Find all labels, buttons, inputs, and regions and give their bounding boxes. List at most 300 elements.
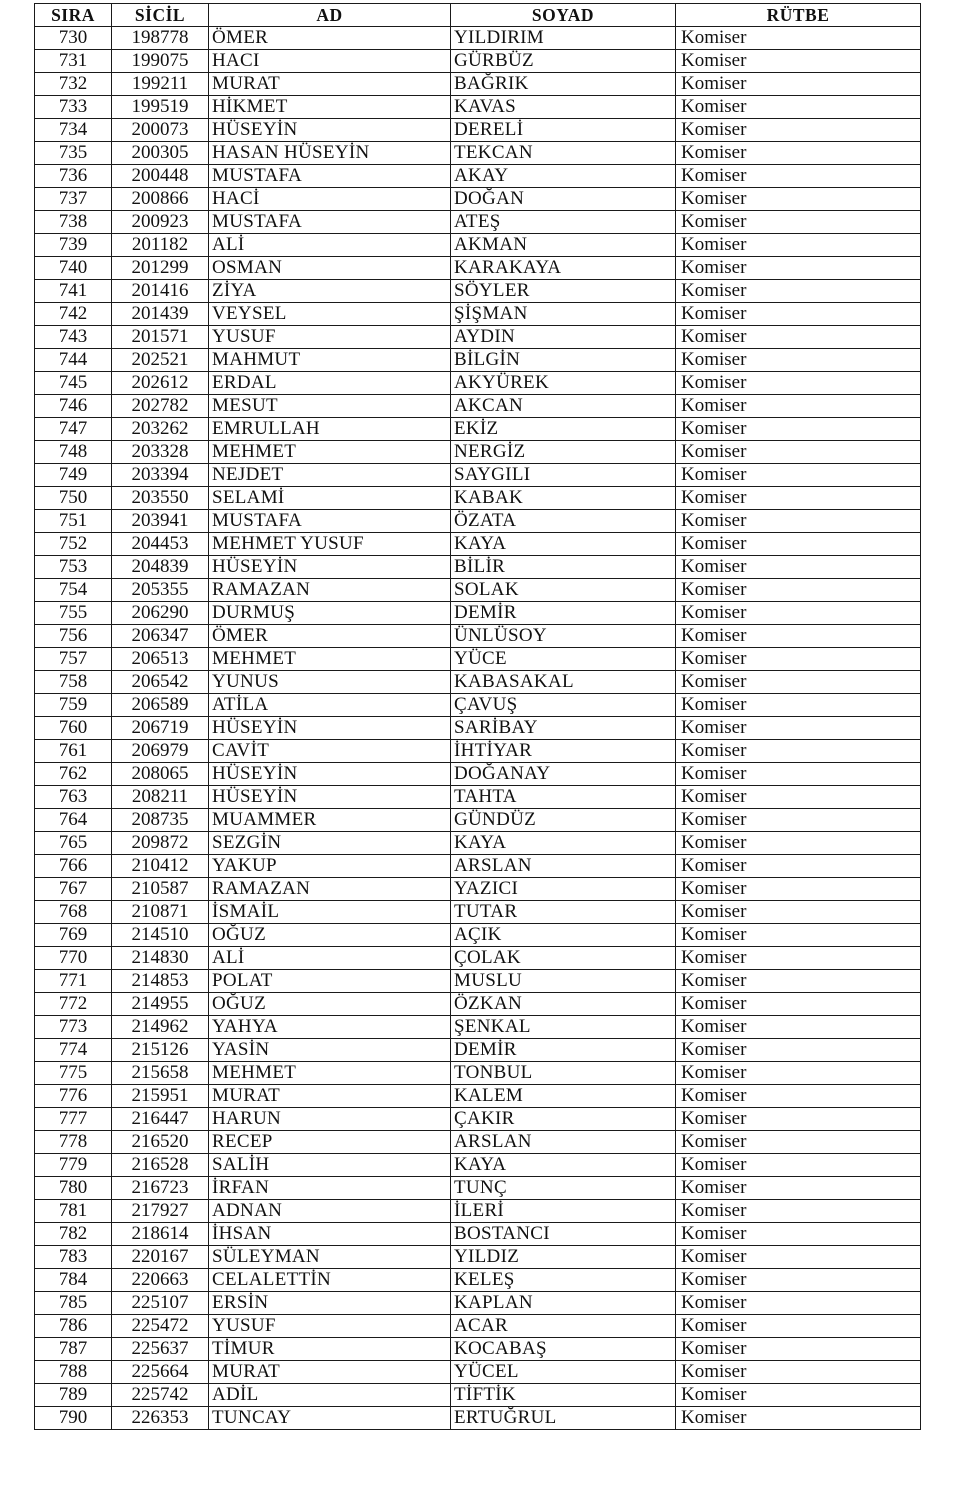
cell-ad: CELALETTİN — [209, 1269, 451, 1292]
cell-sira: 763 — [35, 786, 112, 809]
cell-soyad: DERELİ — [451, 119, 676, 142]
cell-sira: 767 — [35, 878, 112, 901]
cell-soyad: YÜCE — [451, 648, 676, 671]
cell-ad: HASAN HÜSEYİN — [209, 142, 451, 165]
cell-sira: 788 — [35, 1361, 112, 1384]
cell-ad: OĞUZ — [209, 924, 451, 947]
cell-rutbe: Komiser — [676, 257, 921, 280]
cell-soyad: İHTİYAR — [451, 740, 676, 763]
cell-sicil: 200073 — [112, 119, 209, 142]
table-row — [35, 924, 921, 947]
cell-ad: ZİYA — [209, 280, 451, 303]
table-row — [35, 1154, 921, 1177]
cell-rutbe: Komiser — [676, 1062, 921, 1085]
cell-rutbe: Komiser — [676, 234, 921, 257]
cell-sicil: 201571 — [112, 326, 209, 349]
cell-ad: SÜLEYMAN — [209, 1246, 451, 1269]
cell-rutbe: Komiser — [676, 556, 921, 579]
table-row — [35, 579, 921, 602]
cell-ad: CAVİT — [209, 740, 451, 763]
cell-soyad: KABASAKAL — [451, 671, 676, 694]
cell-sira: 782 — [35, 1223, 112, 1246]
cell-sicil: 204453 — [112, 533, 209, 556]
header-sicil: SİCİL — [112, 4, 209, 27]
cell-soyad: SARİBAY — [451, 717, 676, 740]
cell-sicil: 203328 — [112, 441, 209, 464]
cell-soyad: DOĞANAY — [451, 763, 676, 786]
cell-rutbe: Komiser — [676, 1292, 921, 1315]
cell-sira: 756 — [35, 625, 112, 648]
cell-sicil: 199211 — [112, 73, 209, 96]
cell-sira: 731 — [35, 50, 112, 73]
cell-soyad: ÇOLAK — [451, 947, 676, 970]
cell-sicil: 218614 — [112, 1223, 209, 1246]
table-row — [35, 970, 921, 993]
cell-sicil: 214510 — [112, 924, 209, 947]
table-row — [35, 441, 921, 464]
cell-sira: 771 — [35, 970, 112, 993]
cell-sicil: 208211 — [112, 786, 209, 809]
cell-sira: 760 — [35, 717, 112, 740]
cell-sicil: 215126 — [112, 1039, 209, 1062]
table-row — [35, 1108, 921, 1131]
cell-sicil: 208065 — [112, 763, 209, 786]
cell-soyad: ŞİŞMAN — [451, 303, 676, 326]
table-row — [35, 717, 921, 740]
cell-rutbe: Komiser — [676, 372, 921, 395]
cell-sira: 734 — [35, 119, 112, 142]
cell-soyad: ARSLAN — [451, 855, 676, 878]
cell-ad: RAMAZAN — [209, 878, 451, 901]
cell-sira: 778 — [35, 1131, 112, 1154]
cell-sira: 749 — [35, 464, 112, 487]
cell-sicil: 200448 — [112, 165, 209, 188]
cell-sira: 755 — [35, 602, 112, 625]
cell-soyad: AKCAN — [451, 395, 676, 418]
cell-sira: 753 — [35, 556, 112, 579]
cell-sicil: 202521 — [112, 349, 209, 372]
cell-sicil: 201416 — [112, 280, 209, 303]
cell-ad: MUSTAFA — [209, 211, 451, 234]
cell-ad: ÖMER — [209, 27, 451, 50]
cell-sicil: 201299 — [112, 257, 209, 280]
cell-sira: 748 — [35, 441, 112, 464]
table-row — [35, 1315, 921, 1338]
cell-soyad: ÇAVUŞ — [451, 694, 676, 717]
cell-sira: 761 — [35, 740, 112, 763]
cell-rutbe: Komiser — [676, 763, 921, 786]
cell-ad: HACİ — [209, 188, 451, 211]
cell-sicil: 210412 — [112, 855, 209, 878]
table-row — [35, 1223, 921, 1246]
cell-sicil: 201182 — [112, 234, 209, 257]
cell-ad: POLAT — [209, 970, 451, 993]
table-row — [35, 142, 921, 165]
cell-rutbe: Komiser — [676, 395, 921, 418]
table-row — [35, 694, 921, 717]
cell-rutbe: Komiser — [676, 1108, 921, 1131]
cell-soyad: ERTUĞRUL — [451, 1407, 676, 1430]
cell-sira: 762 — [35, 763, 112, 786]
cell-rutbe: Komiser — [676, 418, 921, 441]
cell-sira: 730 — [35, 27, 112, 50]
cell-ad: ERSİN — [209, 1292, 451, 1315]
cell-soyad: DEMİR — [451, 1039, 676, 1062]
cell-sira: 752 — [35, 533, 112, 556]
cell-rutbe: Komiser — [676, 349, 921, 372]
cell-rutbe: Komiser — [676, 165, 921, 188]
cell-ad: ERDAL — [209, 372, 451, 395]
table-row — [35, 740, 921, 763]
cell-soyad: KELEŞ — [451, 1269, 676, 1292]
cell-sira: 732 — [35, 73, 112, 96]
cell-sira: 781 — [35, 1200, 112, 1223]
cell-ad: NEJDET — [209, 464, 451, 487]
table-row — [35, 1384, 921, 1407]
cell-sicil: 210871 — [112, 901, 209, 924]
cell-ad: ÖMER — [209, 625, 451, 648]
cell-sicil: 201439 — [112, 303, 209, 326]
table-row — [35, 119, 921, 142]
cell-sira: 774 — [35, 1039, 112, 1062]
cell-ad: OSMAN — [209, 257, 451, 280]
cell-soyad: EKİZ — [451, 418, 676, 441]
table-row — [35, 1246, 921, 1269]
cell-sicil: 206290 — [112, 602, 209, 625]
cell-sira: 741 — [35, 280, 112, 303]
cell-sira: 773 — [35, 1016, 112, 1039]
cell-ad: HACI — [209, 50, 451, 73]
cell-rutbe: Komiser — [676, 1177, 921, 1200]
table-row — [35, 855, 921, 878]
cell-sicil: 216520 — [112, 1131, 209, 1154]
cell-sicil: 203262 — [112, 418, 209, 441]
cell-soyad: GÜNDÜZ — [451, 809, 676, 832]
cell-sira: 779 — [35, 1154, 112, 1177]
cell-sira: 765 — [35, 832, 112, 855]
cell-rutbe: Komiser — [676, 855, 921, 878]
cell-sicil: 226353 — [112, 1407, 209, 1430]
cell-rutbe: Komiser — [676, 579, 921, 602]
cell-sira: 789 — [35, 1384, 112, 1407]
cell-sicil: 203394 — [112, 464, 209, 487]
cell-rutbe: Komiser — [676, 947, 921, 970]
table-row — [35, 671, 921, 694]
cell-rutbe: Komiser — [676, 993, 921, 1016]
cell-soyad: DEMİR — [451, 602, 676, 625]
cell-sicil: 208735 — [112, 809, 209, 832]
cell-soyad: YAZICI — [451, 878, 676, 901]
cell-sicil: 214955 — [112, 993, 209, 1016]
cell-sicil: 225742 — [112, 1384, 209, 1407]
table-body — [35, 27, 921, 1430]
cell-soyad: KAYA — [451, 832, 676, 855]
cell-sicil: 210587 — [112, 878, 209, 901]
cell-rutbe: Komiser — [676, 27, 921, 50]
cell-ad: OĞUZ — [209, 993, 451, 1016]
cell-rutbe: Komiser — [676, 303, 921, 326]
cell-rutbe: Komiser — [676, 970, 921, 993]
cell-sira: 740 — [35, 257, 112, 280]
cell-rutbe: Komiser — [676, 648, 921, 671]
cell-sira: 783 — [35, 1246, 112, 1269]
table-row — [35, 234, 921, 257]
cell-sicil: 217927 — [112, 1200, 209, 1223]
cell-soyad: ŞENKAL — [451, 1016, 676, 1039]
cell-ad: YUSUF — [209, 1315, 451, 1338]
cell-sira: 742 — [35, 303, 112, 326]
header-sira: SIRA — [35, 4, 112, 27]
cell-soyad: BİLİR — [451, 556, 676, 579]
cell-soyad: KAVAS — [451, 96, 676, 119]
cell-soyad: BAĞRIK — [451, 73, 676, 96]
table-row — [35, 1131, 921, 1154]
cell-soyad: BİLGİN — [451, 349, 676, 372]
cell-sicil: 209872 — [112, 832, 209, 855]
cell-sira: 775 — [35, 1062, 112, 1085]
cell-rutbe: Komiser — [676, 1016, 921, 1039]
cell-rutbe: Komiser — [676, 464, 921, 487]
cell-soyad: ACAR — [451, 1315, 676, 1338]
cell-ad: HÜSEYİN — [209, 786, 451, 809]
cell-ad: MEHMET — [209, 1062, 451, 1085]
table-row — [35, 326, 921, 349]
cell-sicil: 214962 — [112, 1016, 209, 1039]
cell-soyad: ARSLAN — [451, 1131, 676, 1154]
cell-ad: EMRULLAH — [209, 418, 451, 441]
cell-ad: SALİH — [209, 1154, 451, 1177]
cell-sira: 757 — [35, 648, 112, 671]
cell-sicil: 205355 — [112, 579, 209, 602]
table-row — [35, 1085, 921, 1108]
cell-rutbe: Komiser — [676, 924, 921, 947]
table-row — [35, 763, 921, 786]
table-row — [35, 602, 921, 625]
cell-ad: MURAT — [209, 73, 451, 96]
cell-rutbe: Komiser — [676, 809, 921, 832]
cell-rutbe: Komiser — [676, 188, 921, 211]
cell-ad: MURAT — [209, 1085, 451, 1108]
cell-sicil: 225664 — [112, 1361, 209, 1384]
table-row — [35, 510, 921, 533]
personnel-table — [34, 3, 921, 1430]
header-ad: AD — [209, 4, 451, 27]
cell-sira: 738 — [35, 211, 112, 234]
cell-ad: MUAMMER — [209, 809, 451, 832]
cell-sira: 737 — [35, 188, 112, 211]
cell-ad: MEHMET — [209, 441, 451, 464]
header-row — [35, 4, 921, 27]
cell-sicil: 225107 — [112, 1292, 209, 1315]
table-row — [35, 188, 921, 211]
cell-sira: 759 — [35, 694, 112, 717]
cell-sira: 777 — [35, 1108, 112, 1131]
cell-sicil: 204839 — [112, 556, 209, 579]
cell-soyad: BOSTANCI — [451, 1223, 676, 1246]
cell-sira: 784 — [35, 1269, 112, 1292]
table-row — [35, 878, 921, 901]
cell-soyad: DOĞAN — [451, 188, 676, 211]
cell-sicil: 214853 — [112, 970, 209, 993]
cell-rutbe: Komiser — [676, 142, 921, 165]
cell-sicil: 200923 — [112, 211, 209, 234]
cell-sicil: 200866 — [112, 188, 209, 211]
cell-soyad: TEKCAN — [451, 142, 676, 165]
cell-sira: 754 — [35, 579, 112, 602]
cell-soyad: ÇAKIR — [451, 1108, 676, 1131]
cell-sicil: 216447 — [112, 1108, 209, 1131]
cell-ad: ADNAN — [209, 1200, 451, 1223]
cell-soyad: SOLAK — [451, 579, 676, 602]
cell-rutbe: Komiser — [676, 717, 921, 740]
table-row — [35, 487, 921, 510]
cell-soyad: SÖYLER — [451, 280, 676, 303]
cell-sira: 743 — [35, 326, 112, 349]
cell-rutbe: Komiser — [676, 602, 921, 625]
cell-sira: 785 — [35, 1292, 112, 1315]
cell-soyad: KALEM — [451, 1085, 676, 1108]
table-row — [35, 165, 921, 188]
cell-ad: HÜSEYİN — [209, 119, 451, 142]
cell-rutbe: Komiser — [676, 326, 921, 349]
cell-sicil: 199075 — [112, 50, 209, 73]
cell-sicil: 220167 — [112, 1246, 209, 1269]
cell-sicil: 206979 — [112, 740, 209, 763]
cell-sira: 745 — [35, 372, 112, 395]
cell-ad: MUSTAFA — [209, 165, 451, 188]
table-row — [35, 1200, 921, 1223]
table-row — [35, 257, 921, 280]
table-row — [35, 464, 921, 487]
cell-sicil: 200305 — [112, 142, 209, 165]
cell-sira: 790 — [35, 1407, 112, 1430]
table-row — [35, 533, 921, 556]
cell-soyad: YÜCEL — [451, 1361, 676, 1384]
cell-ad: RAMAZAN — [209, 579, 451, 602]
cell-ad: ALİ — [209, 234, 451, 257]
cell-rutbe: Komiser — [676, 740, 921, 763]
cell-sira: 766 — [35, 855, 112, 878]
cell-sicil: 202612 — [112, 372, 209, 395]
cell-ad: HARUN — [209, 1108, 451, 1131]
cell-soyad: TUNÇ — [451, 1177, 676, 1200]
cell-soyad: TİFTİK — [451, 1384, 676, 1407]
cell-soyad: KARAKAYA — [451, 257, 676, 280]
table-row — [35, 349, 921, 372]
cell-rutbe: Komiser — [676, 694, 921, 717]
cell-sira: 772 — [35, 993, 112, 1016]
header-soyad: SOYAD — [451, 4, 676, 27]
table-row — [35, 556, 921, 579]
cell-rutbe: Komiser — [676, 280, 921, 303]
cell-sicil: 216723 — [112, 1177, 209, 1200]
table-row — [35, 280, 921, 303]
cell-ad: HÜSEYİN — [209, 763, 451, 786]
cell-rutbe: Komiser — [676, 1154, 921, 1177]
cell-soyad: TUTAR — [451, 901, 676, 924]
cell-soyad: NERGİZ — [451, 441, 676, 464]
cell-ad: İSMAİL — [209, 901, 451, 924]
cell-sicil: 198778 — [112, 27, 209, 50]
cell-ad: MAHMUT — [209, 349, 451, 372]
cell-ad: MEHMET YUSUF — [209, 533, 451, 556]
table-row — [35, 1292, 921, 1315]
table-row — [35, 901, 921, 924]
table-row — [35, 303, 921, 326]
cell-ad: VEYSEL — [209, 303, 451, 326]
cell-sicil: 206542 — [112, 671, 209, 694]
cell-soyad: ÜNLÜSOY — [451, 625, 676, 648]
table-row — [35, 418, 921, 441]
cell-ad: YUSUF — [209, 326, 451, 349]
table-row — [35, 809, 921, 832]
cell-ad: İRFAN — [209, 1177, 451, 1200]
cell-soyad: ÖZATA — [451, 510, 676, 533]
cell-rutbe: Komiser — [676, 671, 921, 694]
cell-soyad: AYDIN — [451, 326, 676, 349]
table-row — [35, 993, 921, 1016]
cell-sicil: 199519 — [112, 96, 209, 119]
cell-sicil: 203941 — [112, 510, 209, 533]
table-row — [35, 1407, 921, 1430]
cell-rutbe: Komiser — [676, 211, 921, 234]
table-row — [35, 73, 921, 96]
cell-rutbe: Komiser — [676, 510, 921, 533]
cell-rutbe: Komiser — [676, 1246, 921, 1269]
cell-rutbe: Komiser — [676, 119, 921, 142]
cell-ad: MEHMET — [209, 648, 451, 671]
cell-ad: SEZGİN — [209, 832, 451, 855]
cell-soyad: TAHTA — [451, 786, 676, 809]
table-row — [35, 211, 921, 234]
cell-ad: İHSAN — [209, 1223, 451, 1246]
cell-ad: HÜSEYİN — [209, 717, 451, 740]
cell-sira: 735 — [35, 142, 112, 165]
cell-soyad: AKAY — [451, 165, 676, 188]
cell-sira: 751 — [35, 510, 112, 533]
cell-rutbe: Komiser — [676, 901, 921, 924]
cell-rutbe: Komiser — [676, 1361, 921, 1384]
cell-ad: ALİ — [209, 947, 451, 970]
table-row — [35, 1269, 921, 1292]
cell-sicil: 225637 — [112, 1338, 209, 1361]
cell-sicil: 215951 — [112, 1085, 209, 1108]
cell-soyad: KAYA — [451, 533, 676, 556]
cell-rutbe: Komiser — [676, 1269, 921, 1292]
cell-soyad: KOCABAŞ — [451, 1338, 676, 1361]
cell-sicil: 214830 — [112, 947, 209, 970]
cell-ad: YUNUS — [209, 671, 451, 694]
cell-sicil: 202782 — [112, 395, 209, 418]
cell-soyad: SAYGILI — [451, 464, 676, 487]
table-row — [35, 1177, 921, 1200]
cell-soyad: KABAK — [451, 487, 676, 510]
cell-sira: 787 — [35, 1338, 112, 1361]
cell-sira: 736 — [35, 165, 112, 188]
cell-rutbe: Komiser — [676, 441, 921, 464]
cell-sira: 747 — [35, 418, 112, 441]
cell-soyad: AKMAN — [451, 234, 676, 257]
table-row — [35, 786, 921, 809]
table-row — [35, 648, 921, 671]
cell-sicil: 206719 — [112, 717, 209, 740]
cell-rutbe: Komiser — [676, 1223, 921, 1246]
cell-rutbe: Komiser — [676, 625, 921, 648]
cell-rutbe: Komiser — [676, 1384, 921, 1407]
cell-sira: 764 — [35, 809, 112, 832]
cell-rutbe: Komiser — [676, 786, 921, 809]
cell-rutbe: Komiser — [676, 73, 921, 96]
